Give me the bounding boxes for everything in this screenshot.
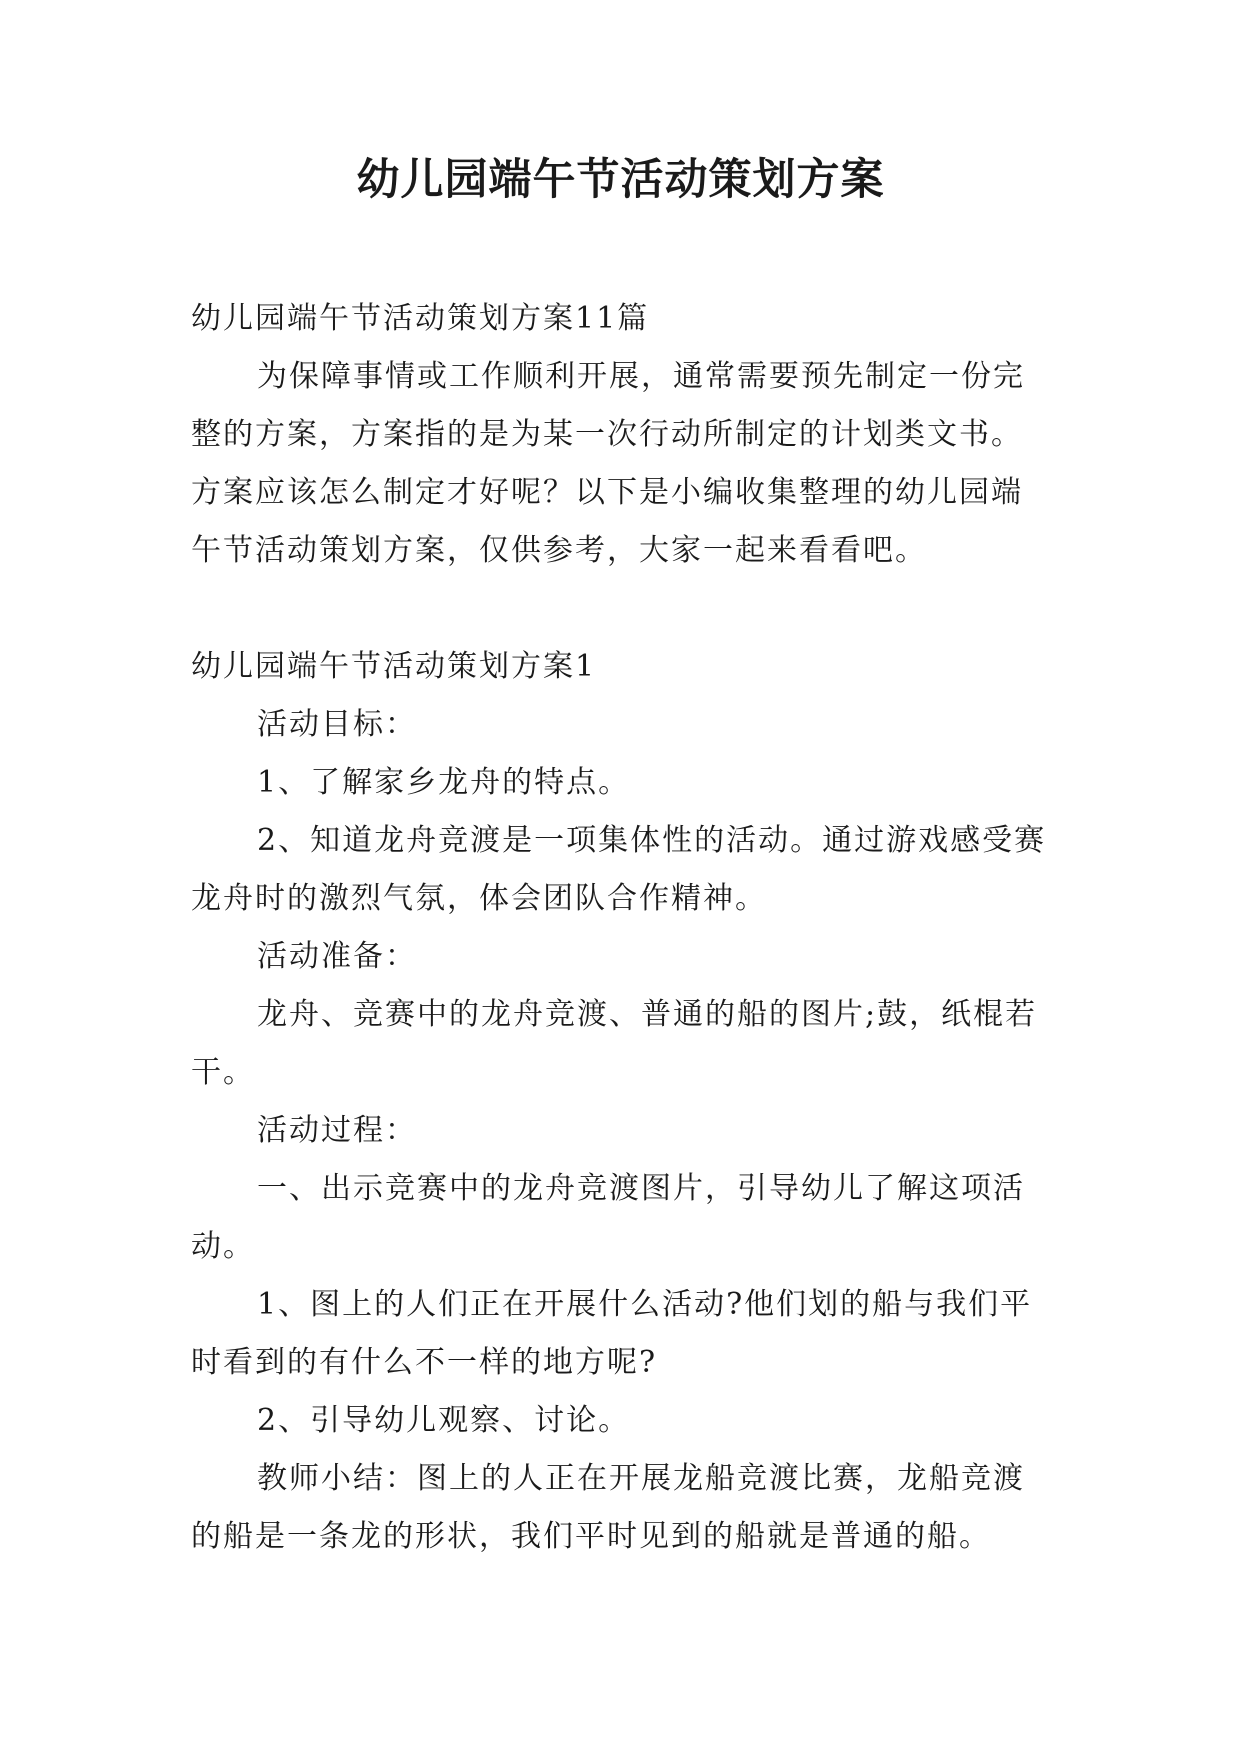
paragraph: 活动目标： xyxy=(257,707,417,742)
paragraph: 2、知道龙舟竞渡是一项集体性的活动。通过游戏感受赛龙舟时的激烈气氛，体会团队合作精神。 xyxy=(191,823,1047,916)
paragraph: 活动准备： xyxy=(257,939,417,974)
paragraph: 2、引导幼儿观察、讨论。 xyxy=(257,1403,631,1438)
paragraph: 1、图上的人们正在开展什么活动?他们划的船与我们平时看到的有什么不一样的地方呢? xyxy=(191,1287,1033,1380)
intro-paragraph: 为保障事情或工作顺利开展，通常需要预先制定一份完整的方案，方案指的是为某一次行动所制定的计划类文书。方案应该怎么制定才好呢？以下是小编收集整理的幼儿园端午节活动策划方案，仅供参考，大家一起来看看吧。 xyxy=(191,359,1025,568)
section-heading: 幼儿园端午节活动策划方案1 xyxy=(191,649,597,684)
paragraph: 龙舟、竞赛中的龙舟竞渡、普通的船的图片;鼓，纸棍若干。 xyxy=(191,997,1038,1090)
paragraph: 1、了解家乡龙舟的特点。 xyxy=(257,765,631,800)
document-body xyxy=(191,290,1051,1566)
subtitle: 幼儿园端午节活动策划方案11篇 xyxy=(191,301,650,336)
paragraph: 活动过程： xyxy=(257,1113,417,1148)
paragraph: 教师小结：图上的人正在开展龙船竞渡比赛，龙船竞渡的船是一条龙的形状，我们平时见到的船就是普通的船。 xyxy=(191,1461,1025,1554)
document-title: 幼儿园端午节活动策划方案 xyxy=(356,155,885,205)
paragraph: 一、出示竞赛中的龙舟竞渡图片，引导幼儿了解这项活动。 xyxy=(191,1171,1025,1264)
